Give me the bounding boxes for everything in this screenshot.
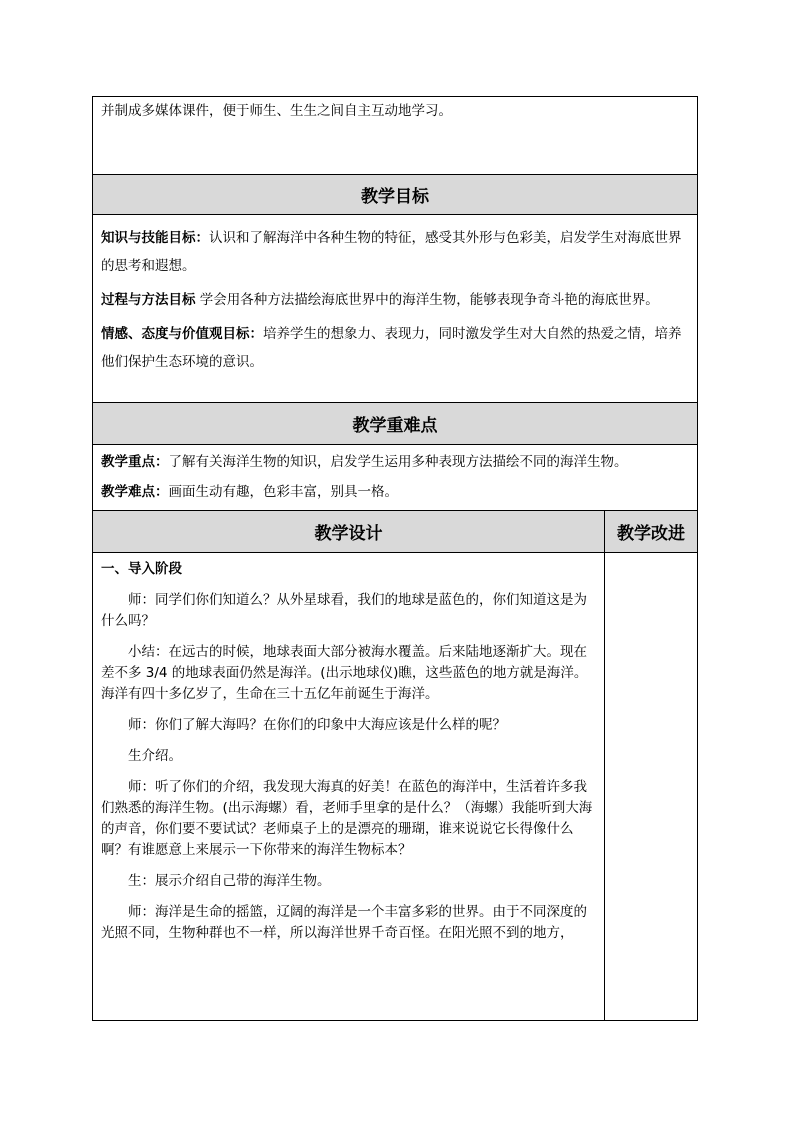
knowledge-label: 知识与技能目标： [101,230,209,246]
design-paragraph: 师：你们了解大海吗？在你们的印象中大海应该是什么样的呢？ [128,717,506,733]
stage-title: 一、导入阶段 [101,561,182,577]
design-paragraph: 师：同学们你们知道么？从外星球看，我们的地球是蓝色的，你们知道这是为什么吗？ [101,592,587,629]
design-paragraph: 小结：在远古的时候，地球表面大部分被海水覆盖。后来陆地逐渐扩大。现在差不多 3/4 的地球表面仍然是海洋。(出示地球仪)瞧，这些蓝色的地方就是海洋。海洋有四十多亿岁了，生命在三十五亿年前诞生于海洋。 [101,644,588,702]
emotion-label: 情感、态度与价值观目标： [101,326,263,342]
focus-point [101,452,689,472]
difficulty-label: 教学难点： [101,484,169,500]
design-paragraph: 师：海洋是生命的摇篮，辽阔的海洋是一个丰富多彩的世界。由于不同深度的光照不同，生物种群也不一样，所以海洋世界千奇百怪。在阳光照不到的地方， [101,904,587,941]
design-paragraph: 生：展示介绍自己带的海洋生物。 [128,873,331,889]
focus-label: 教学重点： [101,454,169,470]
design-paragraph: 生介绍。 [128,748,182,764]
intro-fragment: 并制成多媒体课件，便于师生、生生之间自主互动地学习。 [101,103,452,119]
objectives-header: 教学目标 [93,175,698,215]
process-objective [101,290,689,310]
process-text: 学会用各种方法描绘海底世界中的海洋生物，能够表现争奇斗艳的海底世界。 [195,292,659,308]
difficulty-text: 画面生动有趣，色彩丰富，别具一格。 [168,484,398,500]
objectives-cell [93,215,698,403]
improve-cell [605,553,698,1021]
key-points-cell [93,445,698,511]
intro-fragment-cell [93,97,698,175]
difficulty-point [101,482,689,502]
knowledge-text: 认识和了解海洋中各种生物的特征，感受其外形与色彩美，启发学生对海底世界的思考和遐想。 [101,230,682,274]
lesson-plan-table [92,96,698,1021]
design-cell [93,553,605,1021]
emotion-text: 培养学生的想象力、表现力，同时激发学生对大自然的热爱之情，培养他们保护生态环境的意识。 [101,326,682,370]
design-header: 教学设计 [93,511,605,553]
document-page [92,96,697,1021]
design-paragraph: 师：听了你们的介绍，我发现大海真的好美！在蓝色的海洋中，生活着许多我们熟悉的海洋生物。(出示海螺）看，老师手里拿的是什么？（海螺）我能听到大海的声音，你们要不要试试？老师桌子上的是漂亮的珊瑚，谁来说说它长得像什么啊？有谁愿意上来展示一下你带来的海洋生物标本？ [101,779,593,858]
process-label: 过程与方法目标 [101,292,196,308]
improve-header: 教学改进 [605,511,698,553]
key-points-header: 教学重难点 [93,403,698,445]
emotion-objective [101,320,689,376]
focus-text: 了解有关海洋生物的知识，启发学生运用多种表现方法描绘不同的海洋生物。 [168,454,628,470]
knowledge-objective [101,224,689,280]
